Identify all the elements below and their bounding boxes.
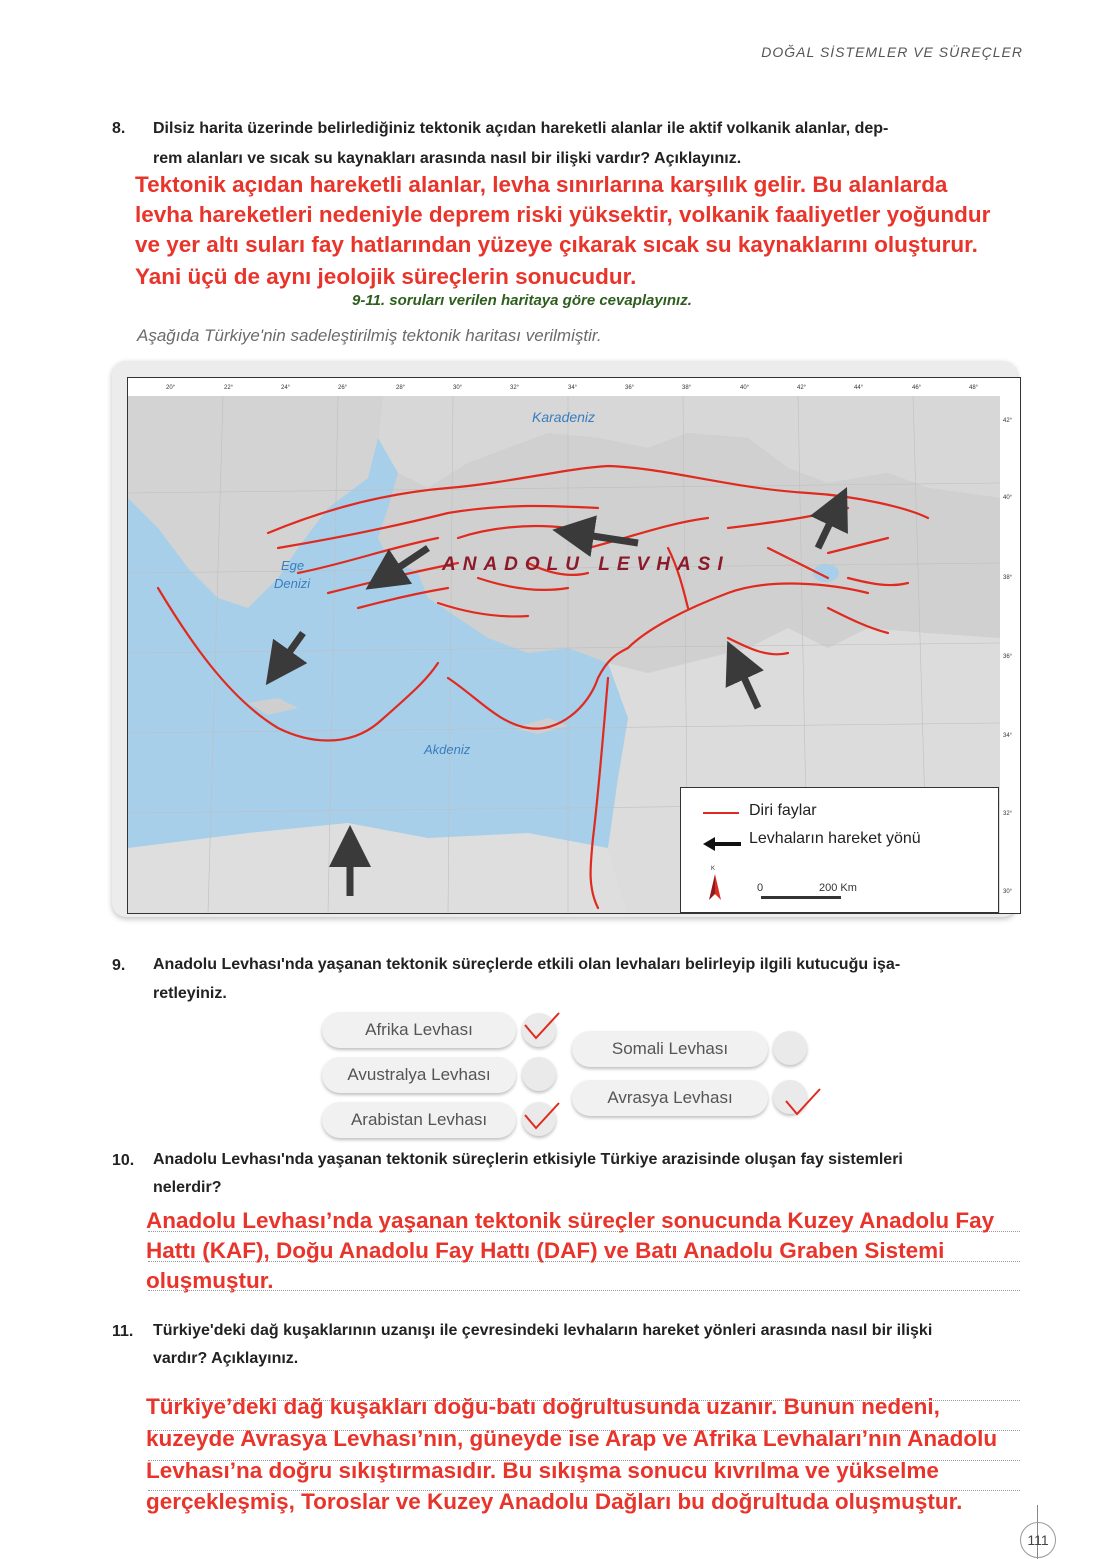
tick-top-4: 28°: [396, 385, 406, 391]
checkmark-avrasya-icon: [783, 1086, 823, 1118]
legend-fault-line: [703, 812, 739, 814]
q11-answer-line1: Türkiye’deki dağ kuşakları doğu-batı doğrultusunda uzanır. Bunun nedeni,: [146, 1394, 940, 1419]
checkmark-arabistan-icon: [522, 1100, 562, 1132]
scale-start: 0: [757, 882, 764, 894]
option-avrasya-levhasi[interactable]: Avrasya Levhası: [572, 1080, 768, 1116]
scale-end: 200 Km: [819, 882, 857, 894]
q10-answer-line2: Hattı (KAF), Doğu Anadolu Fay Hattı (DAF) ve Batı Anadolu Graben Sistemi: [146, 1238, 945, 1263]
q8-number: 8.: [112, 120, 126, 137]
tick-top-0: 20°: [166, 385, 176, 391]
tick-top-3: 26°: [338, 385, 348, 391]
north-label: K: [711, 866, 716, 872]
page-number: 111: [1020, 1522, 1056, 1558]
tick-right-4: 34°: [1003, 733, 1013, 739]
tick-right-0: 42°: [1003, 418, 1013, 424]
checkbox-somali[interactable]: [773, 1031, 807, 1065]
q9-line1: Anadolu Levhası'nda yaşanan tektonik süreçlerde etkili olan levhaları belirleyip ilgili kutucuğu işa-: [153, 956, 901, 973]
q8-answer-line4: Yani üçü de aynı jeolojik süreçlerin sonucudur.: [135, 264, 637, 289]
tick-top-10: 40°: [740, 385, 750, 391]
label-ege: Ege: [281, 558, 305, 573]
tick-top-13: 46°: [912, 385, 922, 391]
tick-right-2: 38°: [1003, 575, 1013, 581]
tick-right-6: 30°: [1003, 889, 1013, 895]
tick-top-5: 30°: [453, 385, 463, 391]
q11-answer-line3: Levhası’na doğru sıkıştırmasıdır. Bu sıkışma sonucu kıvrılma ve yükselme: [146, 1458, 939, 1483]
north-arrow-icon: [709, 874, 721, 905]
checkbox-avustralya[interactable]: [522, 1057, 556, 1091]
q8-line1: Dilsiz harita üzerinde belirlediğiniz tektonik açıdan hareketli alanlar ile aktif volkanik alanlar, dep-: [153, 120, 889, 137]
tick-right-1: 40°: [1003, 495, 1013, 501]
legend-fault-label: Diri faylar: [749, 802, 817, 819]
tick-top-12: 44°: [854, 385, 864, 391]
legend-arrow-icon: [703, 837, 743, 856]
answer-line: [148, 1290, 1020, 1291]
option-arabistan-levhasi[interactable]: Arabistan Levhası: [322, 1102, 516, 1138]
tick-right-5: 32°: [1003, 811, 1013, 817]
tick-top-2: 24°: [281, 385, 291, 391]
chapter-header: DOĞAL SİSTEMLER VE SÜREÇLER: [761, 44, 1023, 60]
tick-top-11: 42°: [797, 385, 807, 391]
label-akdeniz: Akdeniz: [424, 742, 471, 757]
tick-top-9: 38°: [682, 385, 692, 391]
q9-number: 9.: [112, 957, 126, 974]
q8-line2: rem alanları ve sıcak su kaynakları arasında nasıl bir ilişki vardır? Açıklayınız.: [153, 150, 742, 167]
scale-bar: [761, 896, 841, 899]
tick-top-8: 36°: [625, 385, 635, 391]
tick-top-7: 34°: [568, 385, 578, 391]
option-avustralya-levhasi[interactable]: Avustralya Levhası: [322, 1057, 516, 1093]
intro-text: Aşağıda Türkiye'nin sadeleştirilmiş tektonik haritası verilmiştir.: [137, 326, 602, 345]
legend-motion-label: Levhaların hareket yönü: [749, 830, 921, 847]
q11-line2: vardır? Açıklayınız.: [153, 1350, 299, 1367]
q11-number: 11.: [112, 1323, 134, 1340]
checkmark-afrika-icon: [522, 1010, 562, 1042]
q10-number: 10.: [112, 1152, 135, 1169]
q11-answer-line4: gerçekleşmiş, Toroslar ve Kuzey Anadolu Dağları bu doğrultuda oluşmuştur.: [146, 1489, 963, 1514]
q10-line1: Anadolu Levhası'nda yaşanan tektonik süreçlerin etkisiyle Türkiye arazisinde oluşan fay sistemleri: [153, 1151, 903, 1168]
map-legend: [680, 787, 999, 913]
q10-answer-line3: oluşmuştur.: [146, 1268, 274, 1293]
q8-answer-line1: Tektonik açıdan hareketli alanlar, levha sınırlarına karşılık gelir. Bu alanlarda: [135, 172, 948, 197]
q11-line1: Türkiye'deki dağ kuşaklarının uzanışı ile çevresindeki levhaların hareket yönleri arasında nasıl bir ilişki: [153, 1322, 933, 1339]
label-denizi: Denizi: [274, 576, 311, 591]
tick-top-14: 48°: [969, 385, 979, 391]
q9-line2: retleyiniz.: [153, 985, 227, 1002]
tick-top-6: 32°: [510, 385, 520, 391]
option-afrika-levhasi[interactable]: Afrika Levhası: [322, 1012, 516, 1048]
option-somali-levhasi[interactable]: Somali Levhası: [572, 1031, 768, 1067]
q10-answer-line1: Anadolu Levhası’nda yaşanan tektonik süreçler sonucunda Kuzey Anadolu Fay: [146, 1208, 995, 1233]
label-karadeniz: Karadeniz: [532, 409, 596, 425]
q8-answer-line2: levha hareketleri nedeniyle deprem riski yüksektir, volkanik faaliyetler yoğundur: [135, 202, 991, 227]
q10-line2: nelerdir?: [153, 1179, 222, 1196]
tick-top-1: 22°: [224, 385, 234, 391]
q8-answer-line3: ve yer altı suları fay hatlarından yüzeye çıkarak sıcak su kaynaklarını oluşturur.: [135, 232, 978, 257]
label-anadolu-levhasi: ANADOLU LEVHASI: [442, 554, 730, 575]
instruction-text: 9-11. soruları verilen haritaya göre cevaplayınız.: [352, 292, 692, 309]
q11-answer-line2: kuzeyde Avrasya Levhası’nın, güneyde ise Arap ve Afrika Levhaları’nın Anadolu: [146, 1426, 998, 1451]
tick-right-3: 36°: [1003, 654, 1013, 660]
